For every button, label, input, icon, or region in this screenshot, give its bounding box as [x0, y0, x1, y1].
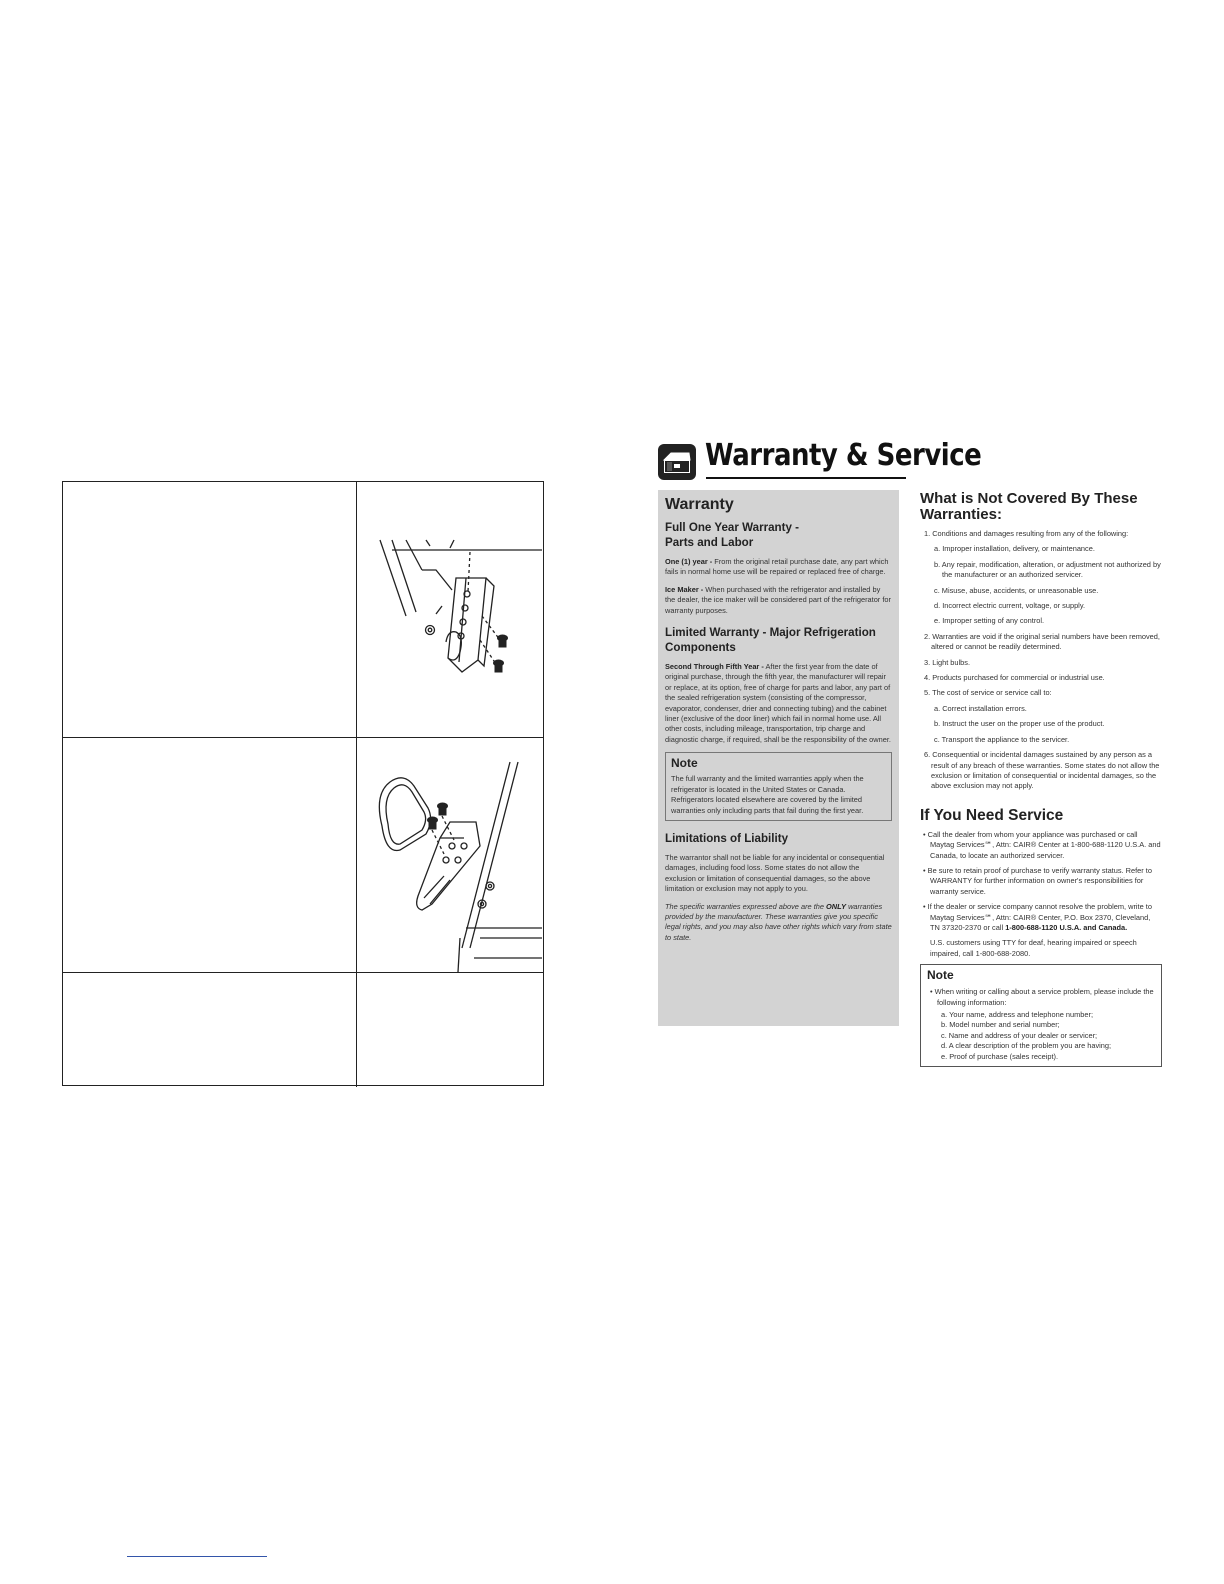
list-item: b. Instruct the user on the proper use of the product.: [934, 719, 1105, 729]
limited-warranty-title: Limited Warranty - Major Refrigeration Components: [665, 626, 876, 655]
bottom-hinge-illustration: [356, 738, 544, 972]
list-item: 2. Warranties are void if the original serial numbers have been removed, altered or cannot be readily determined.: [924, 631, 1160, 652]
figure-cell: [356, 482, 543, 737]
toolbox-icon: [657, 443, 697, 481]
one-year-text: From the original retail purchase date, any part which fails in normal home use will be repaired or replaced free of charge.: [665, 557, 889, 577]
list-item: a. Improper installation, delivery, or maintenance.: [934, 544, 1095, 554]
liability-text: The warrantor shall not be liable for any incidental or consequential damages, including food loss. Some states do not allow the exclusion or limitation of consequential damages, so the above limitation or exclusion may not apply to you.: [665, 852, 885, 894]
list-item: 3. Light bulbs.: [924, 657, 971, 667]
specific-pre: The specific warranties expressed above are the: [665, 901, 827, 911]
list-item: c. Name and address of your dealer or servicer;: [941, 1030, 1098, 1040]
warranty-panel: [658, 490, 899, 1026]
service-title: If You Need Service: [920, 806, 1064, 824]
service-note-box: [920, 964, 1162, 1067]
top-hinge-illustration: [356, 482, 544, 737]
list-item: 4. Products purchased for commercial or industrial use.: [924, 673, 1105, 683]
specific-warranties-text: [665, 902, 892, 944]
specific-only: ONLY: [826, 901, 847, 911]
list-item: e. Improper setting of any control.: [934, 616, 1045, 626]
page-title: Warranty & Service: [705, 438, 982, 474]
instruction-cell: [63, 973, 357, 1087]
second-fifth-lead: Second Through Fifth Year -: [665, 662, 764, 672]
one-year-paragraph: [665, 557, 892, 578]
figure-cell: [356, 973, 543, 1087]
specific-post: warranties provided by the manufacturer. These warranties give you specific legal rights, and you may also have other rights which vary from state to state.: [665, 901, 892, 942]
second-fifth-paragraph: [665, 662, 892, 745]
hinge-instruction-table: [62, 481, 544, 1086]
list-item: b. Model number and serial number;: [941, 1020, 1060, 1030]
list-item: e. Proof of purchase (sales receipt).: [941, 1051, 1059, 1061]
table-row: [63, 973, 543, 1087]
title-underline: [706, 477, 906, 479]
instruction-cell: [63, 482, 357, 737]
list-item: d. Incorrect electric current, voltage, or supply.: [934, 601, 1086, 611]
note-title: Note: [671, 756, 698, 771]
ice-maker-lead: Ice Maker -: [665, 584, 704, 594]
list-item: • Call the dealer from whom your appliance was purchased or call Maytag Services℠, Attn: CAIR® Center at 1-800-688-1120 U.S.A. and Canada, to locate an authorized servicer.: [923, 829, 1161, 860]
service-phone: 1-800-688-1120 U.S.A. and Canada.: [1005, 922, 1128, 932]
warranty-note-box: [665, 752, 892, 821]
warranty-heading: Warranty: [665, 496, 734, 513]
figure-cell: [356, 738, 543, 972]
list-item: 5. The cost of service or service call to:: [924, 688, 1052, 698]
table-row: [63, 482, 543, 738]
full-warranty-title: Full One Year Warranty - Parts and Labor: [665, 521, 800, 549]
service-note-title: Note: [927, 968, 954, 983]
tty-text: U.S. customers using TTY for deaf, hearing impaired or speech impaired, call 1-800-688-2080.: [930, 938, 1137, 958]
liability-title: Limitations of Liability: [665, 831, 789, 845]
list-item: a. Correct installation errors.: [934, 703, 1027, 713]
list-item: b. Any repair, modification, alteration, or adjustment not authorized by the manufacturer or an authorized servicer.: [934, 559, 1161, 580]
service-b3-text: • If the dealer or service company cannot resolve the problem, write to Maytag Services℠, Attn: CAIR® Center, P.O. Box 2370, Cleveland, TN 37320-2370 or call: [923, 902, 1152, 932]
list-item: [920, 902, 1162, 933]
instruction-cell: [63, 738, 357, 972]
footer-link-line[interactable]: [127, 1556, 267, 1557]
list-item: d. A clear description of the problem you are having;: [941, 1041, 1112, 1051]
list-item: • Be sure to retain proof of purchase to verify warranty status. Refer to WARRANTY for further information on owner's responsibilities for warranty service.: [923, 865, 1152, 896]
ice-maker-paragraph: [665, 585, 892, 616]
ice-maker-text: When purchased with the refrigerator and installed by the dealer, the ice maker will be considered part of the refrigerator for warranty purposes.: [665, 584, 891, 615]
list-item: 1. Conditions and damages resulting from any of the following:: [924, 529, 1129, 538]
not-covered-title: What is Not Covered By These Warranties:: [920, 490, 1138, 523]
list-item: c. Misuse, abuse, accidents, or unreasonable use.: [934, 585, 1099, 595]
one-year-lead: One (1) year -: [665, 557, 713, 566]
note-text: The full warranty and the limited warranties apply when the refrigerator is located in the United States or Canada. Refrigerators located elsewhere are covered by the limited warranties only including parts that fail during the first year.: [671, 774, 864, 815]
table-row: [63, 738, 543, 973]
list-item: c. Transport the appliance to the servicer.: [934, 734, 1070, 744]
second-fifth-text: After the first year from the date of original purchase, through the fifth year, the manufacturer will repair or replace, at its option, free of charge for parts and labor, any part of the sealed refrigeration system (consisting of the compressor, evaporator, condenser, drier and connecting tubing) and the cabinet liner (exclusive of the door liner) which fail in normal home use. All other costs, including mileage, transportation, trip charge and diagnostic charge, if required, shall be the responsibility of the owner.: [665, 662, 891, 744]
service-note-intro: • When writing or calling about a service problem, please include the following information:: [930, 987, 1154, 1007]
list-item: a. Your name, address and telephone number;: [941, 1010, 1094, 1019]
right-column: [920, 491, 1162, 1067]
list-item: 6. Consequential or incidental damages sustained by any person as a result of any breach of these warranties. Some states do not allow the exclusion or limitation of consequential or incidental damages, so the above exclusion may not apply.: [924, 750, 1160, 791]
